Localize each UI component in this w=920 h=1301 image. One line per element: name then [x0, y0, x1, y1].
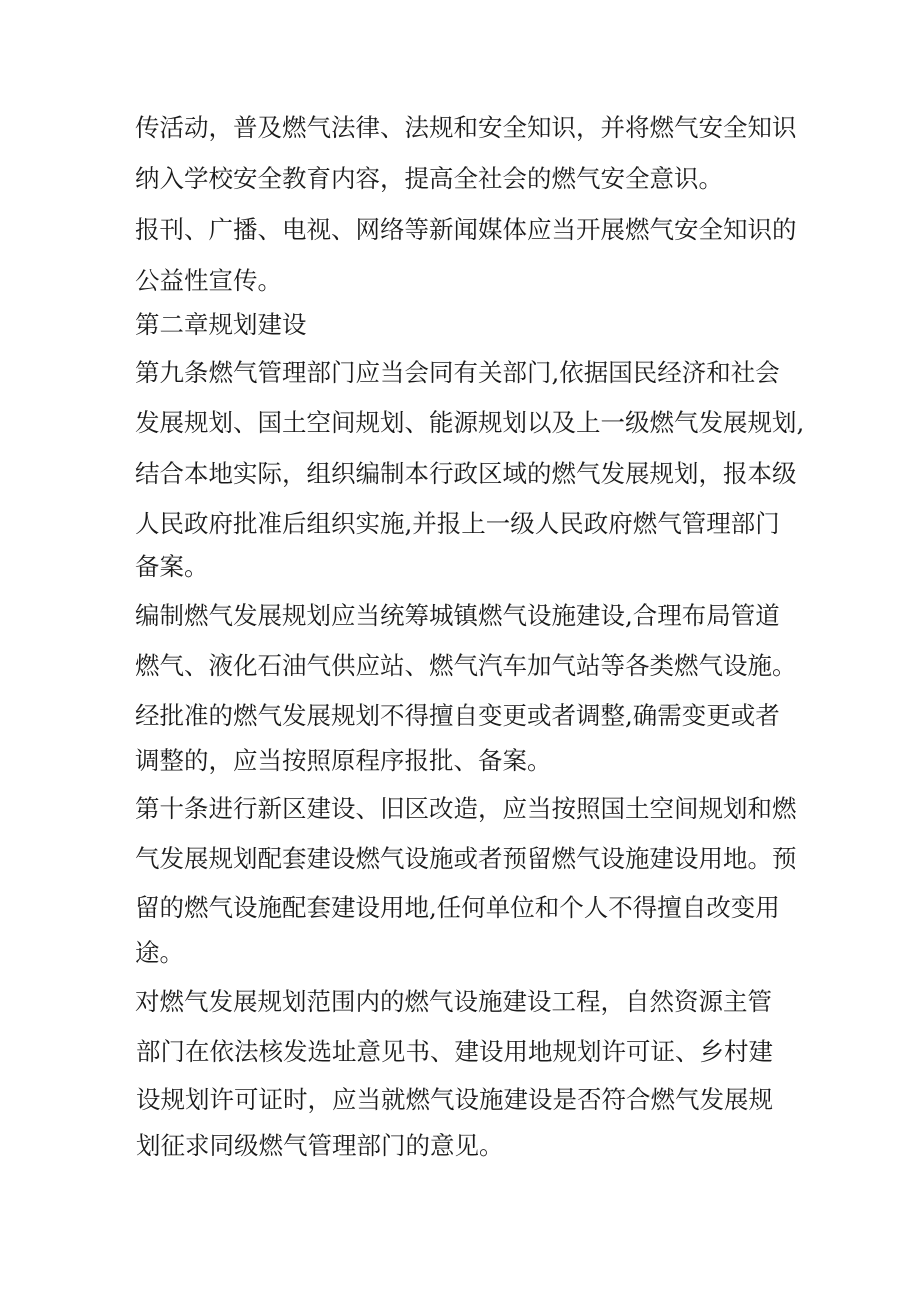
text-line: 编制燃气发展规划应当统筹城镇燃气设施建设,合理布局管道	[135, 601, 780, 630]
text-line: 传活动，普及燃气法律、法规和安全知识，并将燃气安全知识	[135, 113, 797, 142]
text-line: 第九条燃气管理部门应当会同有关部门,依据国民经济和社会	[135, 358, 780, 387]
text-line: 划征求同级燃气管理部门的意见。	[136, 1131, 504, 1160]
text-line: 部门在依法核发选址意见书、建设用地规划许可证、乡村建	[136, 1037, 773, 1066]
text-line: 对燃气发展规划范围内的燃气设施建设工程，自然资源主管	[135, 987, 772, 1016]
text-line: 公益性宣传。	[135, 266, 282, 295]
text-line: 结合本地实际，组织编制本行政区域的燃气发展规划，报本级	[135, 459, 797, 488]
text-line: 留的燃气设施配套建设用地,任何单位和个人不得擅自改变用	[135, 893, 780, 922]
text-line: 经批准的燃气发展规划不得擅自变更或者调整,确需变更或者	[135, 701, 780, 730]
text-line: 气发展规划配套建设燃气设施或者预留燃气设施建设用地。预	[135, 844, 797, 873]
text-line: 第十条进行新区建设、旧区改造，应当按照国土空间规划和燃	[135, 794, 797, 823]
text-line: 报刊、广播、电视、网络等新闻媒体应当开展燃气安全知识的	[135, 215, 797, 244]
text-line: 途。	[135, 938, 184, 967]
text-line: 调整的，应当按照原程序报批、备案。	[135, 746, 552, 775]
text-line: 备案。	[135, 552, 209, 581]
text-line: 发展规划、国土空间规划、能源规划以及上一级燃气发展规划,	[135, 408, 805, 437]
text-line: 设规划许可证时，应当就燃气设施建设是否符合燃气发展规	[136, 1085, 773, 1114]
text-line: 燃气、液化石油气供应站、燃气汽车加气站等各类燃气设施。	[135, 651, 797, 680]
text-line: 人民政府批准后组织实施,并报上一级人民政府燃气管理部门	[135, 509, 780, 538]
text-line: 纳入学校安全教育内容，提高全社会的燃气安全意识。	[135, 164, 723, 193]
chapter-heading: 第二章规划建设	[135, 310, 307, 339]
